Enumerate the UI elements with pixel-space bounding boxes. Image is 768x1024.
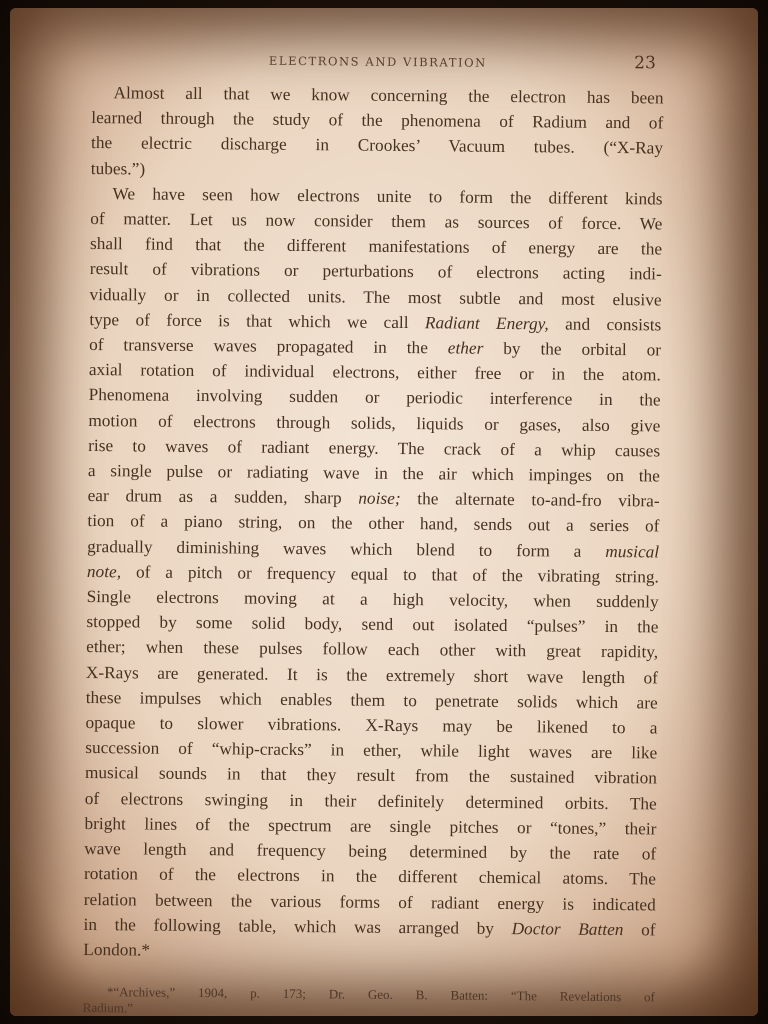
text-line: learned through the study of the phenomena of Radium and of [91, 108, 664, 133]
italic-term: ether [447, 338, 484, 358]
footnote-line: *“Archives,” 1904, p. 173; Dr. Geo. B. Batten: “The Revelations of [106, 984, 655, 1005]
text-line: musical sounds in that they result from the sustained vibration [84, 763, 658, 788]
footnote [83, 984, 655, 1016]
text-line: succession of “whip-cracks” in ether, while light waves are like [85, 738, 658, 763]
running-title: ELECTRONS AND VIBRATION [268, 53, 487, 70]
text-run: by the orbital or [483, 338, 662, 360]
text-run: of transverse waves propagated in the [89, 335, 448, 358]
text-line: We have seen how electrons unite to form the different kinds [112, 184, 663, 209]
text-run: ear drum as a sudden, sharp [87, 486, 359, 508]
running-head [92, 46, 664, 85]
text-line: of electrons swinging in their definitely determined orbits. The [84, 788, 657, 814]
italic-term: Doctor Batten [511, 918, 624, 939]
text-line: tubes.”) [90, 158, 146, 179]
text-line: X-Rays are generated. It is the extremely short wave length of [85, 662, 659, 688]
text-line: rotation of the electrons in the different chemical atoms. The [83, 864, 657, 889]
text-line: ether; when these pulses follow each other with great rapidity, [86, 637, 659, 662]
text-run: of [623, 919, 656, 940]
text-line: opaque to slower vibrations. X-Rays may be likened to a [85, 713, 658, 738]
text-line: Single electrons moving at a high velocity, when suddenly [86, 587, 659, 612]
text-run: gradually diminishing waves which blend to form a [87, 536, 606, 561]
text-line: shall find that the different manifestations of energy are the [90, 234, 663, 259]
page-content [83, 46, 664, 1016]
text-line: axial rotation of individual electrons, either free or in the atom. [88, 360, 661, 385]
book-page [10, 8, 758, 1016]
text-line: wave length and frequency being determined by the rate of [84, 839, 657, 864]
text-line: result of vibrations or perturbations of electrons acting indi- [89, 259, 662, 284]
text-line: bright lines of the spectrum are single pitches or “tones,” their [84, 813, 657, 839]
text-run: the alternate to-and-fro vibra- [400, 489, 660, 511]
italic-term: note, [86, 561, 122, 582]
italic-term: musical [605, 541, 660, 562]
text-line: Phenomena involving sudden or periodic interference in the [88, 385, 661, 410]
text-line: the electric discharge in Crookes’ Vacuum tubes. (“X-Ray [90, 133, 664, 158]
text-line: relation between the various forms of radiant energy is indicated [83, 889, 656, 914]
text-line: these impulses which enables them to penetrate solids which are [85, 687, 658, 713]
italic-term: Radiant Energy, [424, 313, 549, 334]
text-line: Almost all that we know concerning the electron has been [113, 83, 664, 108]
text-line: stopped by some solid body, send out isolated “pulses” in the [86, 612, 659, 637]
text-run: and consists [548, 314, 662, 335]
text-line: a single pulse or radiating wave in the air which impinges on the [87, 461, 660, 486]
text-run: of a pitch or frequency equal to that of the vibrating string. [121, 562, 660, 587]
text-line: rise to waves of radiant energy. The crack of a whip causes [88, 435, 661, 461]
page-number: 23 [634, 53, 656, 74]
text-line: of matter. Let us now consider them as sources of force. We [90, 209, 663, 234]
italic-term: noise; [358, 488, 401, 509]
text-run: in the following table, which was arranged by [83, 914, 512, 938]
text-run: type of force is that which we call [89, 309, 426, 333]
body-text [83, 80, 663, 968]
text-line: tion of a piano string, on the other hand, sends out a series of [87, 511, 660, 536]
text-line: motion of electrons through solids, liquids or gases, also give [88, 410, 661, 436]
footnote-line: Radium.” [82, 1000, 134, 1016]
text-line: London.* [83, 939, 151, 960]
text-line: vidually or in collected units. The most subtle and most elusive [89, 284, 662, 310]
